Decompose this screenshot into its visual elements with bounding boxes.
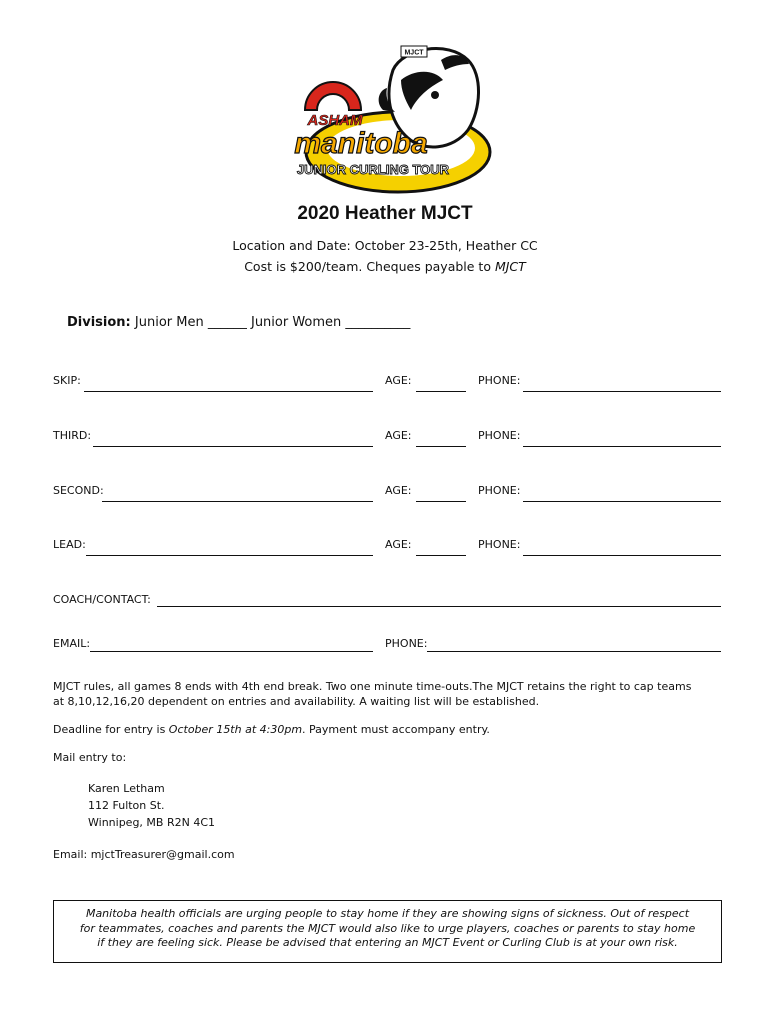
deadline-text: Deadline for entry is: [53, 723, 169, 736]
address-street: 112 Fulton St.: [88, 799, 165, 812]
age-field[interactable]: [416, 391, 466, 392]
coach-label: COACH/CONTACT:: [53, 593, 151, 606]
cost-payee: MJCT: [494, 259, 526, 274]
division-options[interactable]: Junior Men ______ Junior Women __________: [134, 315, 411, 330]
player-name-field[interactable]: [93, 446, 373, 447]
phone-field[interactable]: [523, 391, 721, 392]
deadline-line: [53, 722, 490, 738]
notice-line-2: for teammates, coaches and parents the MJCT would also like to urge players, coaches or parents to stay home: [79, 921, 696, 935]
player-name-field[interactable]: [84, 391, 373, 392]
logo-badge: MJCT: [404, 49, 424, 57]
phone-label: PHONE:: [478, 538, 521, 551]
rules-line-1: MJCT rules, all games 8 ends with 4th end break. Two one minute time-outs.The MJCT retains the right to cap teams: [53, 680, 692, 693]
email-field[interactable]: [90, 651, 373, 652]
division-row: [67, 315, 410, 330]
event-title: 2020 Heather MJCT: [297, 203, 473, 224]
phone-label: PHONE:: [478, 374, 521, 387]
age-label: AGE:: [385, 484, 412, 497]
email-label: EMAIL:: [53, 637, 91, 650]
player-name-field[interactable]: [102, 501, 373, 502]
player-name-field[interactable]: [86, 555, 373, 556]
phone-label: PHONE:: [478, 429, 521, 442]
logo-brand: ASHAM: [307, 112, 363, 129]
rules-line-2: at 8,10,12,16,20 dependent on entries and availability. A waiting list will be established.: [53, 695, 540, 708]
logo-tour: JUNIOR CURLING TOUR: [296, 162, 450, 177]
cost-text: Cost is $200/team. Cheques payable to: [244, 259, 495, 274]
address-name: Karen Letham: [88, 782, 165, 795]
contact-email: Email: mjctTreasurer@gmail.com: [53, 848, 235, 861]
address-city: Winnipeg, MB R2N 4C1: [88, 816, 215, 829]
notice-line-1: Manitoba health officials are urging people to stay home if they are showing signs of sickness. Out of respect: [85, 907, 690, 920]
notice-line-3: if they are feeling sick. Please be advised that entering an MJCT Event or Curling Club is at your own risk.: [97, 936, 678, 949]
division-label: Division:: [67, 315, 131, 330]
age-label: AGE:: [385, 429, 412, 442]
player-label: SKIP:: [53, 374, 81, 387]
cost-line: [0, 259, 770, 274]
deadline-suffix: . Payment must accompany entry.: [302, 723, 490, 736]
age-label: AGE:: [385, 538, 412, 551]
deadline-date: October 15th at 4:30pm: [168, 723, 303, 736]
player-label: THIRD:: [53, 429, 92, 442]
phone-label: PHONE:: [478, 484, 521, 497]
mail-label: Mail entry to:: [53, 751, 127, 764]
phone-field[interactable]: [523, 501, 721, 502]
location-line: Location and Date: October 23-25th, Heather CC: [232, 238, 538, 253]
coach-field[interactable]: [157, 606, 721, 607]
phone-field[interactable]: [523, 446, 721, 447]
email-phone-label: PHONE:: [385, 637, 428, 650]
logo-province: manitoba: [294, 127, 428, 160]
health-notice: [53, 900, 722, 963]
mjct-logo: [283, 40, 493, 198]
age-field[interactable]: [416, 446, 466, 447]
phone-field[interactable]: [523, 555, 721, 556]
age-field[interactable]: [416, 555, 466, 556]
player-label: LEAD:: [53, 538, 86, 551]
player-label: SECOND:: [53, 484, 104, 497]
age-label: AGE:: [385, 374, 412, 387]
email-phone-field[interactable]: [427, 651, 721, 652]
age-field[interactable]: [416, 501, 466, 502]
